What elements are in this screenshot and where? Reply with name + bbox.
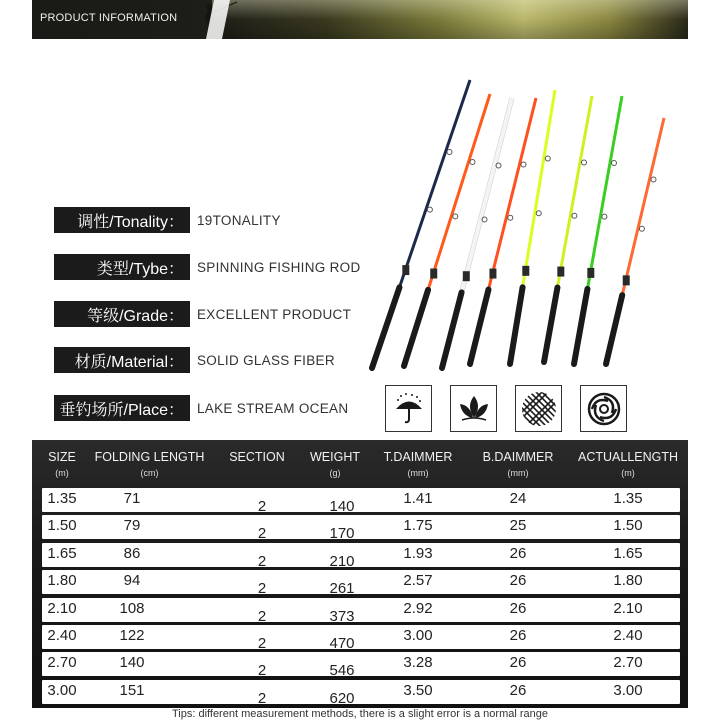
table-cell: 2 bbox=[257, 634, 267, 652]
column-header-label: FOLDING LENGTH bbox=[94, 450, 205, 464]
table-cell: 2.10 bbox=[613, 599, 643, 617]
column-header-label: SIZE bbox=[48, 450, 76, 464]
header-banner bbox=[32, 0, 688, 39]
spiral-icon bbox=[580, 385, 627, 432]
table-cell: 1.50 bbox=[47, 517, 77, 535]
table-cell: 94 bbox=[123, 572, 141, 590]
spec-value: 19TONALITY bbox=[197, 212, 281, 228]
table-cell: 151 bbox=[119, 681, 145, 699]
table-cell: 1.80 bbox=[47, 572, 77, 590]
table-cell: 2 bbox=[257, 552, 267, 570]
table-row bbox=[42, 598, 680, 625]
table-cell: 2.40 bbox=[47, 626, 77, 644]
column-header bbox=[300, 450, 370, 478]
table-cell: 140 bbox=[329, 498, 355, 515]
column-header-label: T.DAIMMER bbox=[383, 450, 453, 464]
table-cell: 71 bbox=[123, 490, 141, 507]
spec-value: SPINNING FISHING ROD bbox=[197, 259, 361, 275]
column-header-label: WEIGHT bbox=[310, 450, 360, 464]
table-cell: 1.50 bbox=[613, 517, 643, 535]
angler-silhouette-icon bbox=[192, 0, 252, 39]
table-row bbox=[42, 680, 680, 707]
spec-table bbox=[32, 440, 688, 708]
table-cell: 1.75 bbox=[403, 517, 433, 535]
spec-type bbox=[54, 254, 361, 280]
column-header bbox=[92, 450, 207, 478]
column-header bbox=[222, 450, 292, 468]
table-cell: 2.70 bbox=[613, 654, 643, 672]
table-cell: 2.10 bbox=[47, 599, 77, 617]
column-header-label: SECTION bbox=[229, 450, 285, 464]
table-cell: 1.65 bbox=[47, 544, 77, 562]
table-cell: 108 bbox=[119, 599, 145, 617]
spec-tonality bbox=[54, 207, 281, 233]
table-cell: 3.00 bbox=[403, 626, 433, 644]
table-cell: 3.00 bbox=[613, 681, 643, 699]
table-cell: 1.35 bbox=[613, 490, 643, 507]
table-cell: 1.93 bbox=[403, 544, 433, 562]
table-header bbox=[32, 440, 688, 484]
table-row bbox=[42, 488, 680, 515]
table-cell: 2 bbox=[257, 498, 267, 515]
spec-label: 调性/Tonality： bbox=[54, 207, 190, 233]
column-header bbox=[578, 450, 678, 478]
column-header-unit: (cm) bbox=[140, 468, 159, 478]
fiber-texture-icon bbox=[515, 385, 562, 432]
table-cell: 1.65 bbox=[613, 544, 643, 562]
spec-label: 垂钓场所/Place： bbox=[54, 395, 190, 421]
spec-grade bbox=[54, 301, 351, 327]
table-cell: 24 bbox=[509, 490, 527, 507]
column-header-unit: (m) bbox=[55, 468, 69, 478]
table-row bbox=[42, 625, 680, 652]
fishing-rod bbox=[544, 96, 592, 362]
fishing-rods-illustration bbox=[360, 78, 690, 378]
spec-value: EXCELLENT PRODUCT bbox=[197, 306, 352, 322]
spec-label: 材质/Material： bbox=[54, 347, 190, 373]
table-cell: 86 bbox=[123, 544, 141, 562]
column-header bbox=[42, 450, 82, 478]
table-cell: 2 bbox=[257, 580, 267, 598]
table-cell: 3.28 bbox=[403, 654, 433, 672]
table-row bbox=[42, 570, 680, 598]
column-header bbox=[476, 450, 560, 478]
table-row bbox=[42, 543, 680, 570]
table-cell: 2.92 bbox=[403, 599, 433, 617]
table-cell: 2 bbox=[257, 525, 267, 543]
umbrella-rain-icon bbox=[385, 385, 432, 432]
table-cell: 26 bbox=[509, 599, 527, 617]
table-row bbox=[42, 515, 680, 543]
table-cell: 620 bbox=[329, 689, 355, 707]
table-row bbox=[42, 652, 680, 680]
table-cell: 2.40 bbox=[613, 626, 643, 644]
column-header-unit: (m) bbox=[621, 468, 635, 478]
table-cell: 1.41 bbox=[403, 490, 433, 507]
table-cell: 3.50 bbox=[403, 681, 433, 699]
column-header-unit: (mm) bbox=[407, 468, 429, 478]
page-title: PRODUCT INFORMATION bbox=[40, 12, 178, 24]
table-cell: 373 bbox=[329, 607, 355, 625]
column-header bbox=[378, 450, 458, 478]
table-cell: 26 bbox=[509, 681, 527, 699]
column-header-label: ACTUALLENGTH bbox=[578, 450, 679, 464]
spec-value: LAKE STREAM OCEAN bbox=[197, 400, 349, 416]
table-cell: 3.00 bbox=[47, 681, 77, 699]
spec-value: SOLID GLASS FIBER bbox=[197, 352, 335, 368]
table-cell: 26 bbox=[509, 572, 527, 590]
banner-sheen bbox=[212, 0, 688, 39]
table-cell: 26 bbox=[509, 626, 527, 644]
table-cell: 2 bbox=[257, 607, 267, 625]
table-cell: 261 bbox=[329, 580, 355, 598]
table-cell: 2 bbox=[257, 689, 267, 707]
table-cell: 170 bbox=[329, 525, 355, 543]
table-cell: 140 bbox=[119, 654, 145, 672]
table-cell: 2.70 bbox=[47, 654, 77, 672]
table-cell: 470 bbox=[329, 634, 355, 652]
table-cell: 1.35 bbox=[47, 490, 77, 507]
table-cell: 79 bbox=[123, 517, 141, 535]
leaf-icon bbox=[450, 385, 497, 432]
spec-label: 类型/Tybe： bbox=[54, 254, 190, 280]
tips-note: Tips: different measurement methods, there is a slight error is a normal range bbox=[171, 708, 548, 720]
table-cell: 26 bbox=[509, 654, 527, 672]
table-cell: 25 bbox=[509, 517, 527, 535]
fishing-rod bbox=[606, 118, 664, 364]
table-cell: 2 bbox=[257, 662, 267, 680]
table-cell: 2.57 bbox=[403, 572, 433, 590]
table-cell: 546 bbox=[329, 662, 355, 680]
table-cell: 122 bbox=[119, 626, 145, 644]
table-cell: 26 bbox=[509, 544, 527, 562]
table-cell: 1.80 bbox=[613, 572, 643, 590]
spec-label: 等级/Grade： bbox=[54, 301, 190, 327]
column-header-label: B.DAIMMER bbox=[482, 450, 554, 464]
spec-place bbox=[54, 395, 348, 421]
spec-material bbox=[54, 347, 335, 373]
column-header-unit: (mm) bbox=[507, 468, 529, 478]
table-cell: 210 bbox=[329, 552, 355, 570]
table-body bbox=[42, 488, 680, 707]
column-header-unit: (g) bbox=[329, 468, 341, 478]
